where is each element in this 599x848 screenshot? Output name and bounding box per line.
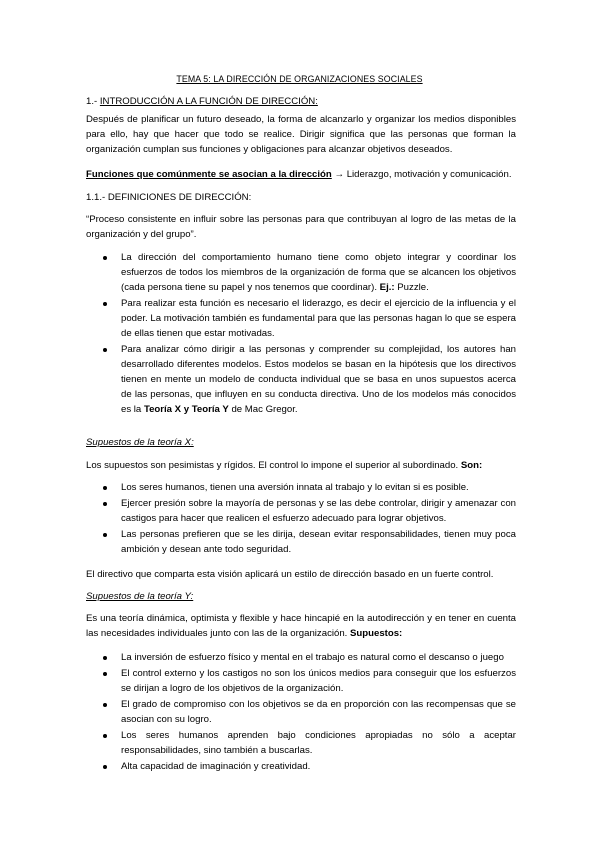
bullet-icon	[103, 256, 107, 260]
list-item: El control externo y los castigos no son los únicos medios para conseguir que los esfuerzos se dirijan a logro de los objetivos de la organización.	[86, 666, 516, 696]
bullet-icon	[103, 486, 107, 490]
list-item: Para analizar cómo dirigir a las personas y comprender su complejidad, los autores han desarrollado diferentes modelos. Estos modelos se basan en la hipótesis que los directivos tienen en mente un modelo de conducta individual que se basa en unos supuestos acerca de las personas, que influyen en su conducta directiva. Uno de los modelos más conocidos es la Teoría X y Teoría Y de Mac Gregor.	[86, 342, 516, 417]
section-1-paragraph: Después de planificar un futuro deseado, la forma de alcanzarlo y organizar los medios disponibles para ello, hay que hacer que todo se realice. Dirigir significa que las personas que forman la organización cumplan sus funciones y obligaciones para alcanzar objetivos deseados.	[86, 114, 516, 155]
bullet-icon	[103, 765, 107, 769]
section-1-heading	[86, 94, 516, 109]
list-item: El grado de compromiso con los objetivos se da en proporción con las recompensas que se asocian con su logro.	[86, 697, 516, 727]
theory-x-conclusion: El directivo que comparta esta visión aplicará un estilo de dirección basado en un fuerte control.	[86, 569, 494, 580]
theory-y-heading: Supuestos de la teoría Y:	[86, 591, 194, 602]
section-1-1-heading: 1.1.- DEFINICIONES DE DIRECCIÓN:	[86, 192, 252, 203]
list-item: La inversión de esfuerzo físico y mental en el trabajo es natural como el descanso o juego	[86, 650, 516, 665]
list-item: Los seres humanos, tienen una aversión innata al trabajo y lo evitan si es posible.	[86, 480, 516, 495]
section-1-heading-text: INTRODUCCIÓN A LA FUNCIÓN DE DIRECCIÓN:	[99, 96, 318, 107]
bullet-icon	[103, 302, 107, 306]
bullet-icon	[103, 348, 107, 352]
theory-y-intro: Es una teoría dinámica, optimista y flexible y hace hincapié en la autodirección y en tener en cuenta las necesidades individuales junto con las de la organización. Supuestos:	[86, 613, 516, 639]
theory-x-heading: Supuestos de la teoría X:	[86, 437, 194, 448]
bullet-icon	[103, 533, 107, 537]
functions-text: Liderazgo, motivación y comunicación.	[346, 169, 512, 180]
theory-y-bullet-list	[86, 650, 516, 775]
definition-quote: “Proceso consistente en influir sobre las personas para que contribuyan al logro de las metas de la organización y del grupo”.	[86, 214, 516, 240]
section-1-number: 1.-	[86, 96, 98, 107]
theory-x-bullet-list	[86, 480, 516, 558]
functions-label: Funciones que comúnmente se asocian a la dirección	[86, 169, 332, 180]
list-item: La dirección del comportamiento humano tiene como objeto integrar y coordinar los esfuerzos de todos los miembros de la organización de forma que se alcancen los objetivos (cada persona tiene su papel y nos tenemos que coordinar). Ej.: Puzzle.	[86, 250, 516, 295]
bullet-icon	[103, 502, 107, 506]
list-item: Ejercer presión sobre la mayoría de personas y se las debe controlar, dirigir y amenazar con castigos para hacer que realicen el esfuerzo adecuado para lograr objetivos.	[86, 496, 516, 526]
theory-x-intro: Los supuestos son pesimistas y rígidos. El control lo impone el superior al subordinado. Son:	[86, 460, 483, 471]
list-item: Las personas prefieren que se les dirija, desean evitar responsabilidades, tienen muy poca ambición y desean ante todo seguridad.	[86, 527, 516, 557]
bullet-icon	[103, 656, 107, 660]
list-item: Alta capacidad de imaginación y creatividad.	[86, 759, 516, 774]
list-item: Para realizar esta función es necesario el liderazgo, es decir el ejercicio de la influencia y el poder. La motivación también es fundamental para que las personas hagan lo que se espera de ellas tienen que estar motivadas.	[86, 296, 516, 341]
list-item: Los seres humanos aprenden bajo condiciones apropiadas no sólo a aceptar responsabilidades, sino también a buscarlas.	[86, 728, 516, 758]
bullet-icon	[103, 734, 107, 738]
bullet-icon	[103, 672, 107, 676]
arrow-right-icon: →	[334, 169, 345, 180]
definitions-bullet-list	[86, 250, 516, 418]
functions-line	[86, 167, 516, 182]
bullet-icon	[103, 703, 107, 707]
document-title: TEMA 5: LA DIRECCIÓN DE ORGANIZACIONES SOCIALES	[176, 74, 423, 84]
